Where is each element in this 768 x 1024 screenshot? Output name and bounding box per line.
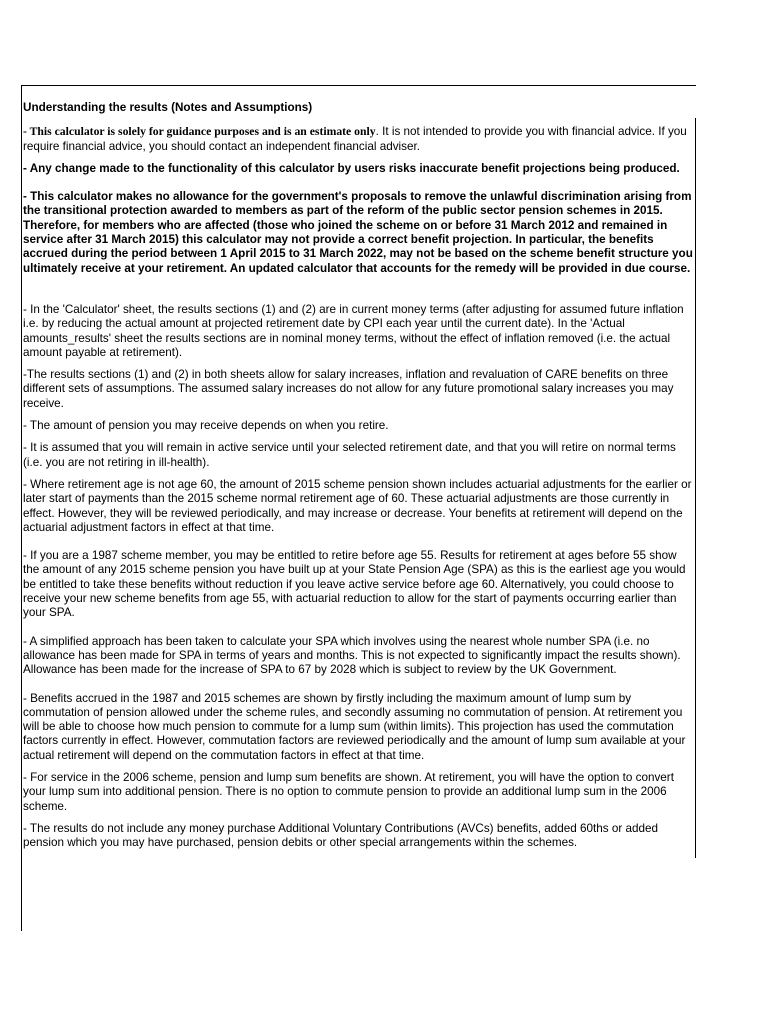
note-guidance-emphasis: - This calculator is solely for guidance purposes and is an estimate only xyxy=(23,125,376,139)
notes-content xyxy=(23,101,693,858)
note-remedy-warning: - This calculator makes no allowance for the government's proposals to remove the unlawful discrimination arising from the transitional protection awarded to members as part of the reform of the public sector pension schemes in 2015. Therefore, for members who are affected (those who joined the scheme on or before 31 March 2012 and remained in service after 31 March 2015) this calculator may not provide a correct benefit projection. In particular, the benefits accrued during the period between 1 April 2015 to 31 March 2022, may not be based on the scheme benefit structure you ultimately receive at your retirement. An updated calculator that accounts for the remedy will be provided in due course. xyxy=(23,190,693,275)
note-2006-scheme: - For service in the 2006 scheme, pension and lump sum benefits are shown. At retirement, you will have the option to convert your lump sum into additional pension. There is no option to commute pension to provide an additional lump sum in the 2006 scheme. xyxy=(23,770,674,813)
note-spa: - A simplified approach has been taken to calculate your SPA which involves using the nearest whole number SPA (i.e. no allowance has been made for SPA in terms of years and months. This is not expected to significantly impact the results shown). Allowance has been made for the increase of SPA to 67 by 2028 which is subject to review by the UK Government. xyxy=(23,634,681,677)
note-retirement-timing: - The amount of pension you may receive depends on when you retire. xyxy=(23,419,389,433)
note-actuarial-adjustments: - Where retirement age is not age 60, the amount of 2015 scheme pension shown includes actuarial adjustments for the earlier or later start of payments than the 2015 scheme normal retirement age of 60. These actuarial adjustments are those currently in effect. However, they will be reviewed periodically, and may increase or decrease. Your benefits at retirement will depend on the actuarial adjustment factors in effect at that time. xyxy=(23,477,692,534)
note-functionality-warning: - Any change made to the functionality of this calculator by users risks inaccurate benefit projections being produced. xyxy=(23,161,680,175)
notes-sheet xyxy=(21,85,696,931)
note-active-service: - It is assumed that you will remain in active service until your selected retirement date, and that you will retire on normal terms (i.e. you are not retiring in ill-health). xyxy=(23,441,676,469)
note-guidance-text: . It is not intended to provide you with financial advice. If you require financial advice, you should contact an independent financial adviser. xyxy=(23,125,687,153)
note-assumptions: -The results sections (1) and (2) in both sheets allow for salary increases, inflation and revaluation of CARE benefits on three different sets of assumptions. The assumed salary increases do not allow for any future promotional salary increases you may receive. xyxy=(23,368,674,410)
sheet-right-border xyxy=(695,118,696,858)
note-1987-scheme: - If you are a 1987 scheme member, you may be entitled to retire before age 55. Results for retirement at ages before 55 show the amount of any 2015 scheme pension you have built up at your State Pension Age (SPA) as this is the earliest age you would be entitled to take these benefits without reduction if you leave active service before age 60. Alternatively, you could choose to receive your new scheme benefits from age 55, with actuarial reduction to allow for the start of payments occurring earlier than your SPA. xyxy=(23,549,686,620)
note-guidance xyxy=(23,125,693,154)
sheet-left-border xyxy=(21,86,22,931)
notes-heading: Understanding the results (Notes and Assumptions) xyxy=(23,101,313,114)
note-avcs: - The results do not include any money purchase Additional Voluntary Contributions (AVCs) benefits, added 60ths or added pension which you may have purchased, pension debits or other special arrangements within the schemes. xyxy=(23,821,658,850)
note-commutation: - Benefits accrued in the 1987 and 2015 schemes are shown by firstly including the maximum amount of lump sum by commutation of pension allowed under the scheme rules, and secondly assuming no commutation of pension. At retirement you will be able to choose how much pension to commute for a lump sum (within limits). This projection has used the commutation factors currently in effect. However, commutation factors are reviewed periodically and the amount of lump sum available at your actual retirement will depend on the commutation factors in effect at that time. xyxy=(23,691,686,762)
note-money-terms: - In the 'Calculator' sheet, the results sections (1) and (2) are in current money terms (after adjusting for assumed future inflation i.e. by reducing the actual amount at projected retirement date by CPI each year until the current date). In the 'Actual amounts_results' sheet the results sections are in nominal money terms, without the effect of inflation removed (i.e. the actual amount payable at retirement). xyxy=(23,302,684,359)
